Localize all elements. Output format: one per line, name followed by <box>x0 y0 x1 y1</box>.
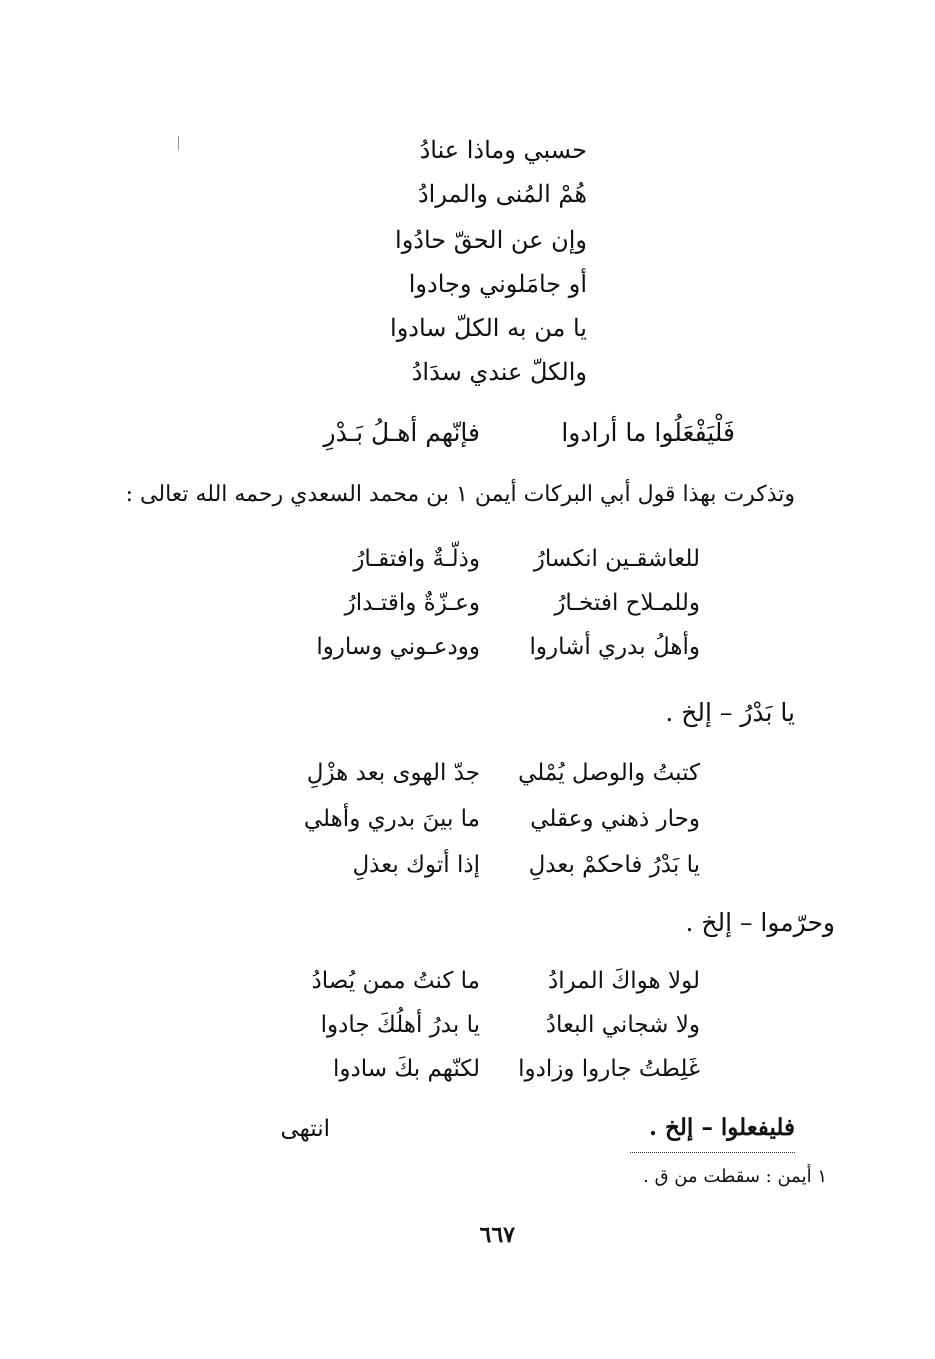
stanza-2-left-hemistich: وذلّـةٌ وافتقـارُ <box>353 546 480 572</box>
page-number: ٦٦٧ <box>479 1222 515 1248</box>
footnote: ١ أيمن : سقطت من ق . <box>643 1166 827 1187</box>
stanza-1-line: وإن عن الحقّ حادُوا <box>395 226 587 254</box>
stanza-2-right-hemistich: وأهلُ بدري أشاروا <box>529 634 700 660</box>
stanza-2-right-hemistich: وللمـلاح افتخـارُ <box>554 590 700 616</box>
refrain-1-left-hemistich: فإنّهم أهـلُ بَـدْرِ <box>323 418 480 447</box>
stanza-4-left-hemistich: ما كنتُ ممن يُصادُ <box>311 968 480 994</box>
stanza-1-line: هُمْ المُنى والمرادُ <box>417 180 587 208</box>
stanza-4-right-hemistich: غَلِطتُ جاروا وزادوا <box>518 1056 700 1082</box>
scan-mark <box>178 136 179 150</box>
stanza-3-right-hemistich: يا بَدْرُ فاحكمْ بعدلِ <box>528 852 700 878</box>
stanza-1-line: يا من به الكلّ سادوا <box>390 314 587 342</box>
stanza-3-left-hemistich: جدّ الهوى بعد هزْلِ <box>306 760 480 786</box>
stanza-3-right-hemistich: وحار ذهني وعقلي <box>530 806 700 832</box>
stanza-4-right-hemistich: لولا هواكَ المرادُ <box>547 968 700 994</box>
end-marker: انتهى <box>280 1116 330 1142</box>
prose-line: وتذكرت بهذا قول أبي البركات أيمن ١ بن محمد السعدي رحمه الله تعالى : <box>125 482 795 507</box>
refrain-2: يا بَدْرُ – إلخ . <box>665 698 795 727</box>
stanza-4-right-hemistich: ولا شجاني البعادُ <box>545 1012 700 1038</box>
stanza-1-line: حسبي وماذا عنادُ <box>419 136 587 164</box>
stanza-2-left-hemistich: وعـزّةٌ واقتـدارُ <box>344 590 480 616</box>
closing-refrain: فليفعلوا – إلخ . <box>649 1114 795 1141</box>
stanza-1-line: أو جامَلوني وجادوا <box>408 270 587 298</box>
stanza-3-right-hemistich: كتبتُ والوصل يُمْلي <box>518 760 700 786</box>
stanza-2-left-hemistich: وودعـوني وساروا <box>316 634 480 660</box>
stanza-4-left-hemistich: يا بدرُ أهلُكَ جادوا <box>320 1012 480 1038</box>
stanza-3-left-hemistich: ما بينَ بدري وأهلي <box>303 806 480 832</box>
stanza-4-left-hemistich: لكنّهم بكَ سادوا <box>333 1056 480 1082</box>
stanza-2-right-hemistich: للعاشقـين انكسارُ <box>533 546 700 572</box>
footnote-separator <box>630 1152 795 1153</box>
stanza-3-left-hemistich: إذا أتوك بعذلِ <box>352 852 480 878</box>
refrain-1-right-hemistich: فَلْيَفْعَلُوا ما أرادوا <box>561 418 735 447</box>
stanza-1-line: والكلّ عندي سدَادُ <box>411 358 587 386</box>
refrain-3: وحرّموا – إلخ . <box>685 908 835 937</box>
